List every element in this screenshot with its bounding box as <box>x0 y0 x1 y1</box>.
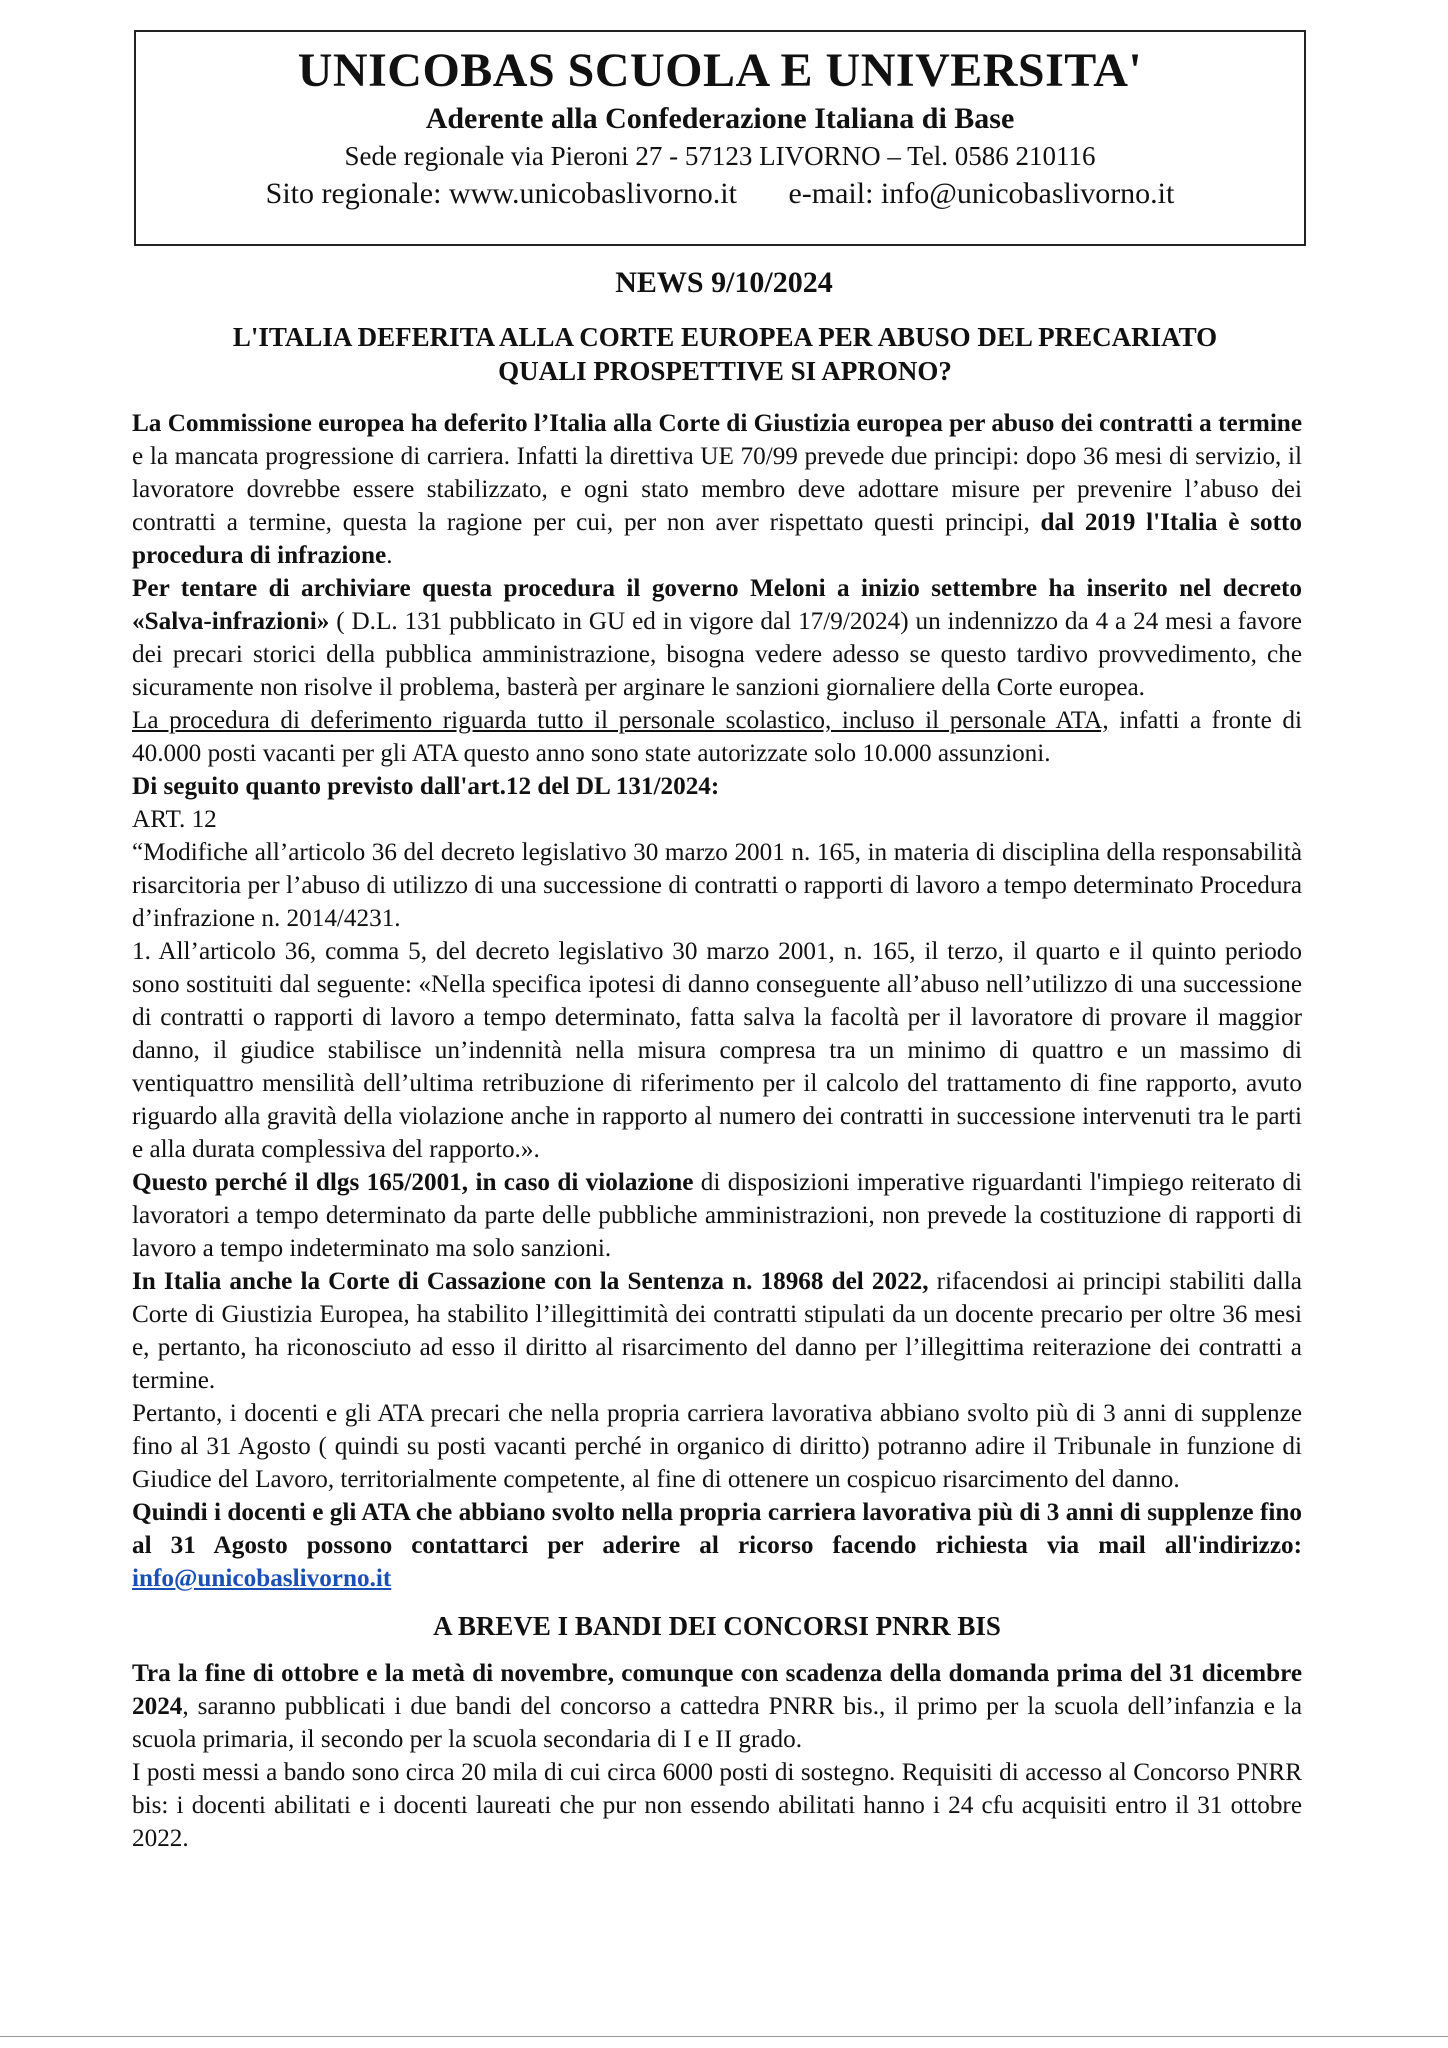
email-link[interactable]: info@unicobaslivorno.it <box>132 1565 392 1592</box>
article-body <box>132 407 1302 1855</box>
bold-text: In Italia anche la Corte di Cassazione con la Sentenza n. 18968 del 2022, <box>132 1268 929 1295</box>
paragraph-3 <box>132 704 1302 770</box>
bold-text: Per tentare di archiviare questa procedura il governo Meloni a inizio settembre ha inserito nel decreto «Salva-infrazioni» <box>132 575 1302 635</box>
paragraph-text: , saranno pubblicati i due bandi del concorso a cattedra PNRR bis., il primo per la scuola dell’infanzia e la scuola primaria, il secondo per la scuola secondaria di I e II grado. <box>132 1693 1302 1753</box>
bold-text: Di seguito quanto previsto dall'art.12 del DL 131/2024: <box>132 773 720 800</box>
paragraph-text: ( D.L. 131 pubblicato in GU ed in vigore dal 17/9/2024) un indennizzo da 4 a 24 mesi a favore dei precari storici della pubblica amministrazione, bisogna vedere adesso se questo tardivo provvedimento, che sicuramente non risolve il problema, basterà per arginare le sanzioni giornaliere della Corte europea. <box>132 608 1302 701</box>
section-title: A BREVE I BANDI DEI CONCORSI PNRR BIS <box>433 1611 1001 1641</box>
contact-line <box>136 174 1304 214</box>
organization-address: Sede regionale via Pieroni 27 - 57123 LIVORNO – Tel. 0586 210116 <box>344 141 1096 171</box>
paragraph-11 <box>132 1496 1302 1595</box>
paragraph-text: di disposizioni imperative riguardanti l'impiego reiterato di lavoratori a tempo determinato da parte delle pubbliche amministrazioni, non prevede la costituzione di rapporti di lavoro a tempo indeterminato ma solo sanzioni. <box>132 1169 1302 1262</box>
bold-text: dal 2019 l'Italia è sotto procedura di infrazione <box>132 509 1302 569</box>
paragraph-text: e la mancata progressione di carriera. Infatti la direttiva UE 70/99 prevede due principi: dopo 36 mesi di servizio, il lavoratore dovrebbe essere stabilizzato, e ogni stato membro deve adottare misure per prevenire l’abuso dei contratti a termine, questa la ragione per cui, per non aver rispettato questi principi, <box>132 443 1302 536</box>
paragraph-10: Pertanto, i docenti e gli ATA precari che nella propria carriera lavorativa abbiano svolto più di 3 anni di supplenze fino al 31 Agosto ( quindi su posti vacanti perché in organico di diritto) potranno adire il Tribunale in funzione di Giudice del Lavoro, territorialmente competente, al fine di ottenere un cospicuo risarcimento del danno. <box>132 1400 1302 1493</box>
section-paragraph-2: I posti messi a bando sono circa 20 mila di cui circa 6000 posti di sostegno. Requisiti di accesso al Concorso PNRR bis: i docenti abilitati e i docenti laureati che pur non essendo abilitati hanno i 24 cfu acquisiti entro il 31 ottobre 2022. <box>132 1759 1302 1852</box>
website-text: Sito regionale: www.unicobaslivorno.it <box>265 177 737 210</box>
news-date: NEWS 9/10/2024 <box>615 266 833 299</box>
bold-text: Tra la fine di ottobre e la metà di novembre, comunque con scadenza della domanda prima del 31 dicembre 2024 <box>132 1660 1302 1720</box>
section-paragraph-1 <box>132 1657 1302 1756</box>
paragraph-1 <box>132 407 1302 572</box>
paragraph-text: rifacendosi ai principi stabiliti dalla Corte di Giustizia Europea, ha stabilito l’illegittimità dei contratti stipulati da un docente precario per oltre 36 mesi e, pertanto, ha riconosciuto ad esso il diritto al risarcimento del danno per l’illegittima reiterazione dei contratti a termine. <box>132 1268 1302 1394</box>
page-bottom-divider <box>0 2036 1448 2037</box>
paragraph-8 <box>132 1166 1302 1265</box>
article-title: “Modifiche all’articolo 36 del decreto legislativo 30 marzo 2001 n. 165, in materia di disciplina della responsabilità risarcitoria per l’abuso di utilizzo di una successione di contratti o rapporti di lavoro a tempo determinato Procedura d’infrazione n. 2014/4231. <box>132 839 1302 932</box>
article-number: ART. 12 <box>132 806 217 833</box>
headline-line-2: QUALI PROSPETTIVE SI APRONO? <box>498 356 952 386</box>
article-clause-1: 1. All’articolo 36, comma 5, del decreto legislativo 30 marzo 2001, n. 165, il terzo, il quarto e il quinto periodo sono sostituiti dal seguente: «Nella specifica ipotesi di danno conseguente all’abuso nell’utilizzo di una successione di contratti o rapporti di lavoro a tempo determinato, fatta salva la facoltà per il lavoratore di provare il maggior danno, il giudice stabilisce un’indennità nella misura compresa tra un minimo di quattro e un massimo di ventiquattro mensilità dell’ultima retribuzione di riferimento per il calcolo del trattamento di fine rapporto, avuto riguardo alla gravità della violazione anche in rapporto al numero dei contratti in successione intervenuti tra le parti e alla durata complessiva del rapporto.». <box>132 938 1302 1163</box>
headline-line-1: L'ITALIA DEFERITA ALLA CORTE EUROPEA PER ABUSO DEL PRECARIATO <box>232 322 1218 352</box>
email-text: e-mail: info@unicobaslivorno.it <box>788 177 1175 210</box>
paragraph-4 <box>132 770 1302 803</box>
paragraph-2 <box>132 572 1302 704</box>
paragraph-text: infatti a fronte di 40.000 posti vacanti per gli ATA questo anno sono state autorizzate solo 10.000 assunzioni. <box>132 707 1302 767</box>
bold-text: La Commissione europea ha deferito l’Italia alla Corte di Giustizia europea per abuso dei contratti a termine <box>132 410 1302 437</box>
bold-text: Questo perché il dlgs 165/2001, in caso di violazione <box>132 1169 694 1196</box>
bold-text: Quindi i docenti e gli ATA che abbiano svolto nella propria carriera lavorativa più di 3 anni di supplenze fino al 31 Agosto possono contattarci per aderire al ricorso facendo richiesta via mail all'indirizzo: <box>132 1499 1302 1559</box>
organization-subtitle: Aderente alla Confederazione Italiana di Base <box>425 102 1015 135</box>
underlined-text: La procedura di deferimento riguarda tutto il personale scolastico, incluso il personale ATA, <box>132 707 1109 734</box>
letterhead-box <box>134 30 1306 246</box>
paragraph-9 <box>132 1265 1302 1397</box>
paragraph-text: . <box>386 542 393 569</box>
headline <box>160 320 1290 388</box>
organization-title: UNICOBAS SCUOLA E UNIVERSITA' <box>297 44 1143 97</box>
